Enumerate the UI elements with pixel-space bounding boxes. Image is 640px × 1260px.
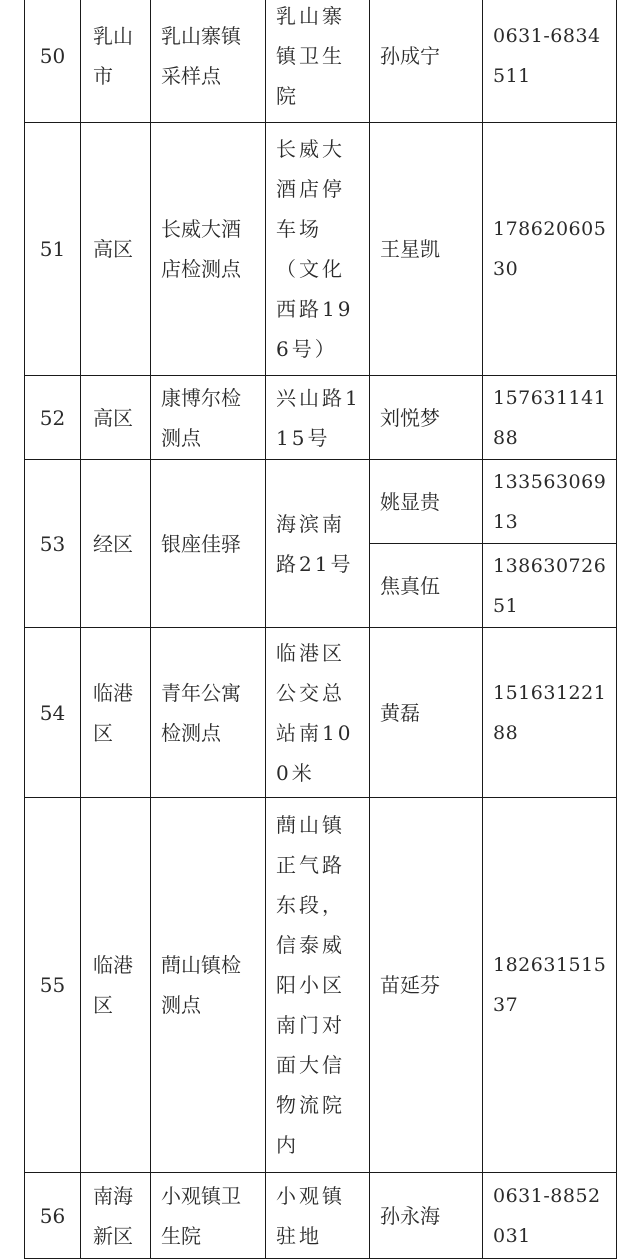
contact-name-cell: 孙成宁: [370, 0, 483, 123]
phone-cell: 0631-6834511: [483, 0, 617, 123]
testing-sites-table: [24, 0, 617, 1259]
table-row: [25, 376, 617, 460]
district-cell: 高区: [81, 123, 151, 376]
district-cell: 经区: [81, 460, 151, 628]
site-name-cell: 康博尔检测点: [151, 376, 266, 460]
row-number: 54: [25, 628, 81, 798]
district-cell: 临港区: [81, 628, 151, 798]
row-number: 51: [25, 123, 81, 376]
address-cell: 小观镇驻地: [266, 1173, 370, 1259]
row-number: 52: [25, 376, 81, 460]
address-cell: 海滨南路21号: [266, 460, 370, 628]
address-cell: 蔄山镇正气路东段，信泰威阳小区南门对面大信物流院内: [266, 798, 370, 1173]
address-cell: 长威大酒店停车场（文化西路196号）: [266, 123, 370, 376]
phone-cell: 15163122188: [483, 628, 617, 798]
table-row: [25, 460, 617, 544]
contact-name-cell: 刘悦梦: [370, 376, 483, 460]
row-number: 50: [25, 0, 81, 123]
site-name-cell: 青年公寓检测点: [151, 628, 266, 798]
district-cell: 南海新区: [81, 1173, 151, 1259]
phone-cell: 15763114188: [483, 376, 617, 460]
table-row: [25, 798, 617, 1173]
site-name-cell: 乳山寨镇采样点: [151, 0, 266, 123]
row-number: 55: [25, 798, 81, 1173]
table-row: [25, 123, 617, 376]
address-cell: 兴山路115号: [266, 376, 370, 460]
district-cell: 临港区: [81, 798, 151, 1173]
table-row: [25, 628, 617, 798]
contact-name-cell: 苗延芬: [370, 798, 483, 1173]
address-cell: 临港区公交总站南100米: [266, 628, 370, 798]
row-number: 53: [25, 460, 81, 628]
site-name-cell: 小观镇卫生院: [151, 1173, 266, 1259]
row-number: 56: [25, 1173, 81, 1259]
site-name-cell: 蔄山镇检测点: [151, 798, 266, 1173]
contact-name-cell: 孙永海: [370, 1173, 483, 1259]
site-name-cell: 银座佳驿: [151, 460, 266, 628]
phone-cell: 18263151537: [483, 798, 617, 1173]
contact-name-cell: 黄磊: [370, 628, 483, 798]
phone-cell: 13863072651: [483, 544, 617, 628]
district-cell: 高区: [81, 376, 151, 460]
contact-name-cell: 王星凯: [370, 123, 483, 376]
phone-cell: 13356306913: [483, 460, 617, 544]
contact-name-cell: 焦真伍: [370, 544, 483, 628]
phone-cell: 0631-8852031: [483, 1173, 617, 1259]
table-row: [25, 0, 617, 123]
table-row: [25, 1173, 617, 1259]
address-cell: 乳山寨镇卫生院: [266, 0, 370, 123]
site-name-cell: 长威大酒店检测点: [151, 123, 266, 376]
district-cell: 乳山市: [81, 0, 151, 123]
phone-cell: 17862060530: [483, 123, 617, 376]
contact-name-cell: 姚显贵: [370, 460, 483, 544]
